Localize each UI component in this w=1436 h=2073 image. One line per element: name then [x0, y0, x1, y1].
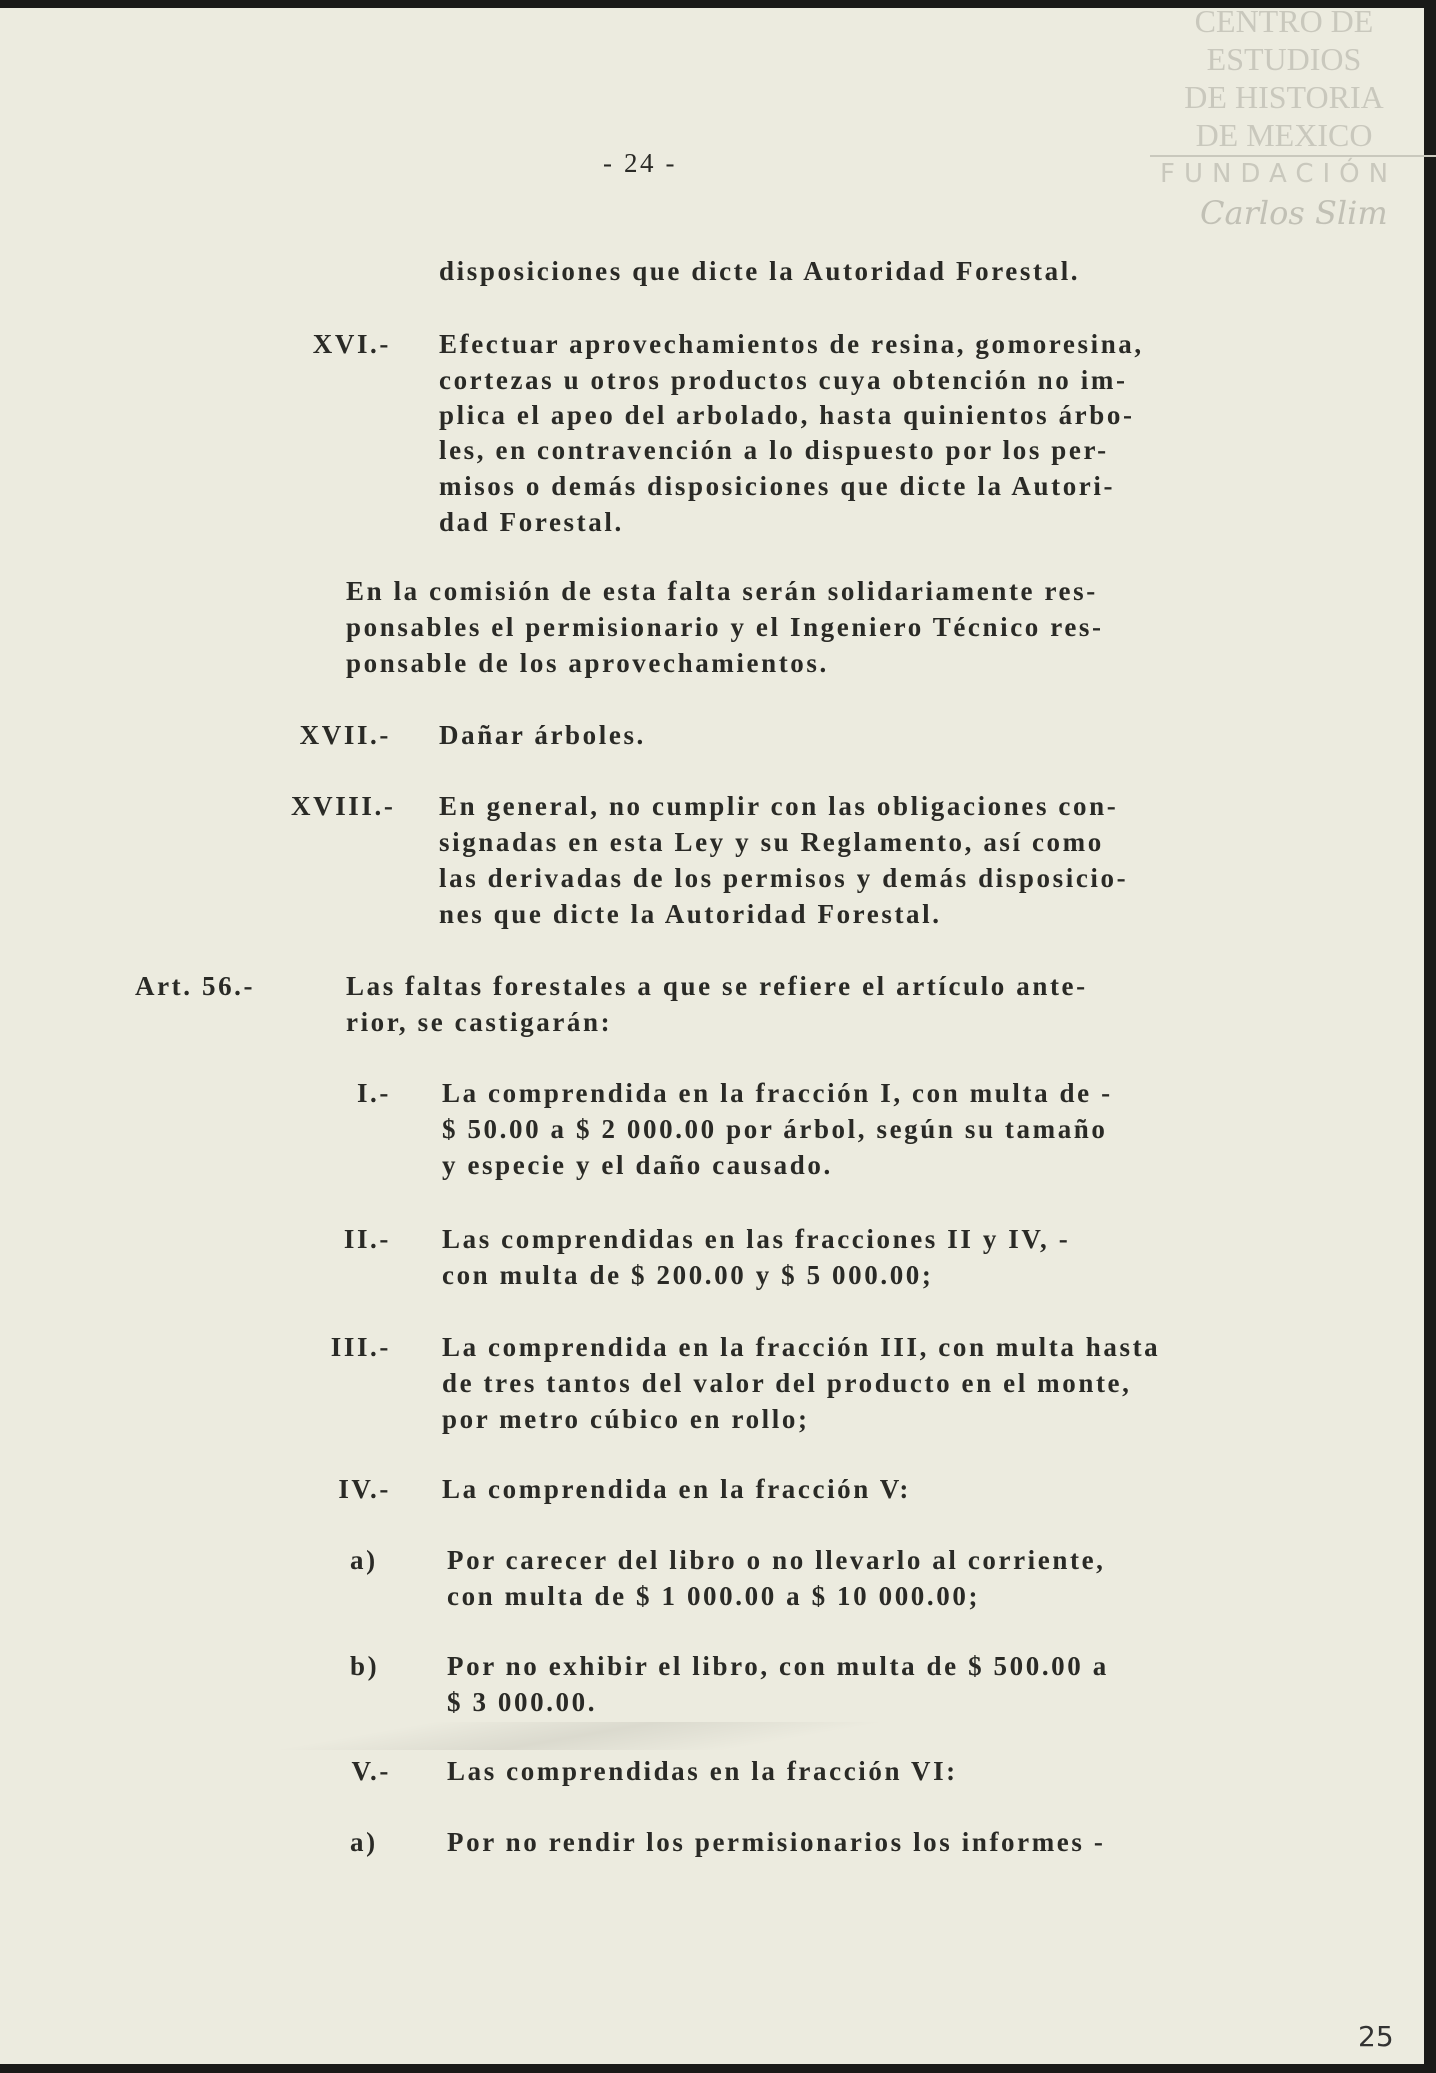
watermark-line: CENTRO DE — [1194, 3, 1374, 39]
watermark-signature: Carlos Slim — [1200, 194, 1388, 232]
article-label: Art. 56.- — [135, 971, 256, 1001]
text-line: Las comprendidas en las fracciones II y IV, - — [442, 1224, 1071, 1254]
intro-line: disposiciones que dicte la Autoridad Forestal. — [439, 256, 1081, 286]
text-line: La comprendida en la fracción V: — [442, 1474, 911, 1504]
text-line: Las faltas forestales a que se refiere el artículo ante- — [346, 971, 1088, 1001]
text-line: dad Forestal. — [439, 507, 624, 537]
text-line: de tres tantos del valor del producto en el monte, — [442, 1368, 1132, 1398]
text-line: ponsable de los aprovechamientos. — [346, 648, 829, 678]
section-label: XVII.- — [299, 720, 391, 750]
text-line: Por no exhibir el libro, con multa de $ 500.00 a — [447, 1651, 1109, 1681]
text-line: En la comisión de esta falta serán solidariamente res- — [346, 576, 1098, 606]
section-label: XVIII.- — [291, 791, 396, 821]
ink-smudge — [280, 1722, 880, 1750]
text-line: misos o demás disposiciones que dicte la Autori- — [439, 471, 1116, 501]
text-line: Por carecer del libro o no llevarlo al corriente, — [447, 1545, 1106, 1575]
section-label: III.- — [330, 1332, 391, 1362]
section-label: IV.- — [338, 1474, 391, 1504]
text-line: las derivadas de los permisos y demás disposicio- — [439, 863, 1129, 893]
text-line: En general, no cumplir con las obligaciones con- — [439, 791, 1119, 821]
text-line: Efectuar aprovechamientos de resina, gomoresina, — [439, 329, 1144, 359]
text-line: signadas en esta Ley y su Reglamento, así como — [439, 827, 1104, 857]
watermark-line: DE HISTORIA — [1184, 79, 1384, 115]
section-label: XVI.- — [312, 329, 391, 359]
text-line: $ 50.00 a $ 2 000.00 por árbol, según su tamaño — [442, 1114, 1108, 1144]
text-line: por metro cúbico en rollo; — [442, 1404, 810, 1434]
watermark-divider — [1150, 155, 1436, 157]
section-label: I.- — [356, 1078, 391, 1108]
text-line: plica el apeo del arbolado, hasta quinientos árbo- — [439, 400, 1135, 430]
text-line: La comprendida en la fracción I, con multa de - — [442, 1078, 1113, 1108]
section-label: II.- — [343, 1224, 391, 1254]
section-label: V.- — [351, 1756, 391, 1786]
text-line: cortezas u otros productos cuya obtención no im- — [439, 365, 1128, 395]
text-line: rior, se castigarán: — [346, 1007, 613, 1037]
text-line: $ 3 000.00. — [447, 1687, 598, 1717]
text-line: Dañar árboles. — [439, 720, 646, 750]
text-line: La comprendida en la fracción III, con multa hasta — [442, 1332, 1161, 1362]
watermark-line: DE MEXICO — [1195, 117, 1373, 153]
text-line: Por no rendir los permisionarios los informes - — [447, 1827, 1106, 1857]
watermark-foundation: FUNDACIÓN — [1160, 159, 1398, 189]
text-line: Las comprendidas en la fracción VI: — [447, 1756, 958, 1786]
subsection-label: b) — [350, 1651, 380, 1681]
text-line: ponsables el permisionario y el Ingeniero Técnico res- — [346, 612, 1104, 642]
subsection-label: a) — [350, 1827, 378, 1857]
handwritten-page-number: 25 — [1358, 2020, 1394, 2053]
text-line: y especie y el daño causado. — [442, 1150, 833, 1180]
text-line: con multa de $ 200.00 y $ 5 000.00; — [442, 1260, 934, 1290]
watermark-line: ESTUDIOS — [1206, 41, 1362, 77]
page-number: - 24 - — [603, 148, 678, 178]
text-line: les, en contravención a lo dispuesto por los per- — [439, 435, 1109, 465]
text-line: nes que dicte la Autoridad Forestal. — [439, 899, 942, 929]
text-line: con multa de $ 1 000.00 a $ 10 000.00; — [447, 1581, 981, 1611]
subsection-label: a) — [350, 1545, 378, 1575]
